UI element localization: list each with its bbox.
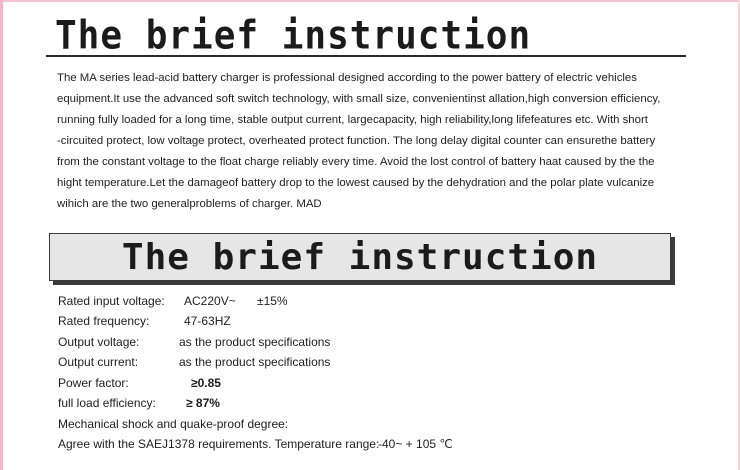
spec-value: as the product specifications bbox=[179, 335, 331, 349]
spec-value: ≥ 87% bbox=[186, 396, 220, 410]
intro-line: wihich are the two generalproblems of charger. MAD bbox=[57, 198, 322, 210]
intro-line: equipment.It use the advanced soft switch technology, with small size, convenientinst allation,high conversion efficiency, bbox=[57, 93, 661, 105]
page-title: The brief instruction bbox=[55, 14, 532, 59]
spec-label: Output current: bbox=[58, 355, 139, 369]
spec-value: as the product specifications bbox=[179, 355, 331, 369]
intro-line: from the constant voltage to the float charge reliably every time. Avoid the lost control of battery haat caused by the the bbox=[57, 156, 655, 168]
intro-line: running fully loaded for a long time, stable output current, largecapacity, high reliability,long lifefeatures etc. With short bbox=[57, 114, 648, 126]
spec-label: Power factor: bbox=[58, 376, 129, 390]
spec-label: full load efficiency: bbox=[58, 396, 156, 410]
spec-label: Agree with the SAEJ1378 requirements. Temperature range: bbox=[58, 437, 380, 451]
frame-left-edge bbox=[0, 0, 3, 470]
spec-label: Rated frequency: bbox=[58, 314, 150, 328]
spec-tolerance: ±15% bbox=[257, 294, 288, 308]
spec-value: ≥0.85 bbox=[191, 376, 221, 390]
frame-top-edge bbox=[0, 0, 740, 2]
intro-line: The MA series lead-acid battery charger is professional designed according to the power battery of electric vehicles bbox=[57, 72, 637, 84]
spec-label: Mechanical shock and quake-proof degree: bbox=[58, 417, 289, 431]
spec-value: -40~ + 105 ℃ bbox=[378, 437, 453, 451]
intro-line: hight temperature.Let the damageof battery drop to the lowest caused by the dehydration and the polar plate vulcanize bbox=[57, 177, 655, 189]
spec-label: Output voltage: bbox=[58, 335, 140, 349]
intro-paragraph bbox=[57, 68, 707, 215]
title-underline bbox=[46, 55, 686, 57]
intro-line: -circuited protect, low voltage protect, overheated protect function. The long delay digital counter can ensurethe battery bbox=[57, 135, 656, 147]
spec-value: 47-63HZ bbox=[184, 314, 231, 328]
section-banner bbox=[49, 233, 671, 281]
banner-title: The brief instruction bbox=[121, 237, 599, 278]
spec-value: AC220V~ bbox=[184, 294, 236, 308]
spec-label: Rated input voltage: bbox=[58, 294, 165, 308]
